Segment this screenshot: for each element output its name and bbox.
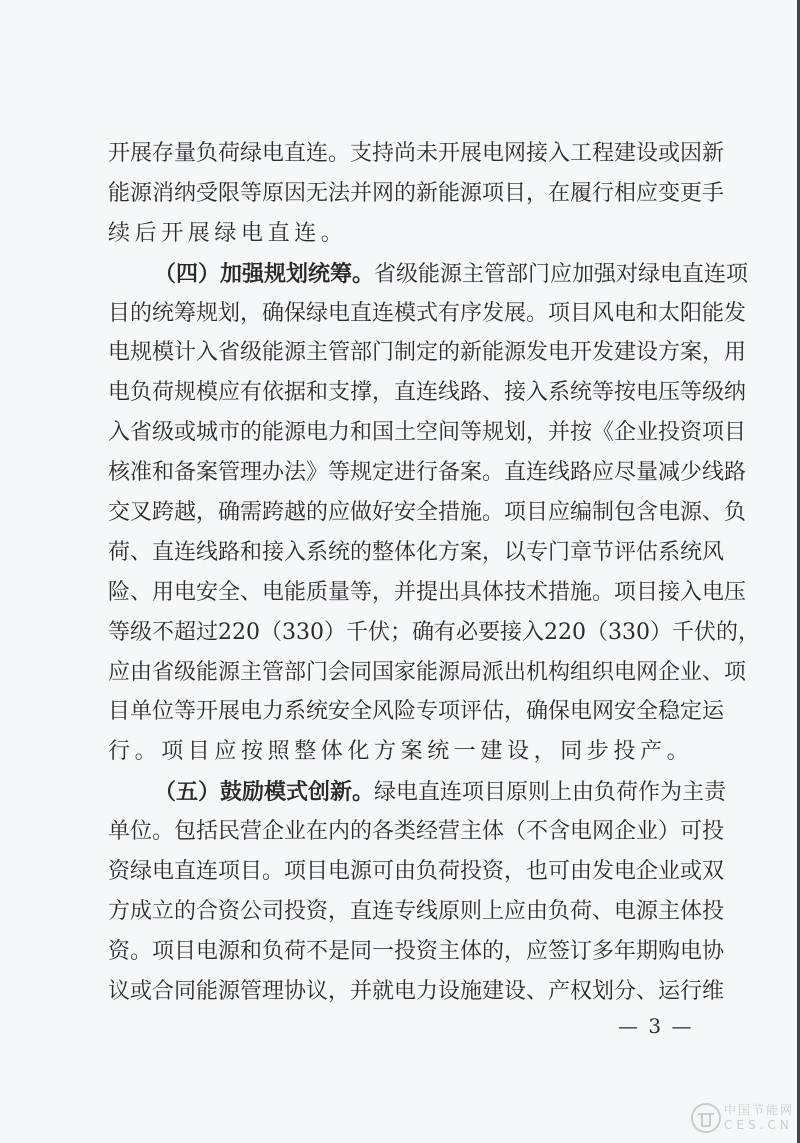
text-line: 荷、直连线路和接入系统的整体化方案，以专门章节评估系统风 bbox=[108, 539, 725, 565]
text-line: 应由省级能源主管部门会同国家能源局派出机构组织电网企业、项 bbox=[108, 659, 747, 685]
ces-logo-icon bbox=[690, 1102, 722, 1134]
text-line: 资。项目电源和负荷不是同一投资主体的，应签订多年期购电协 bbox=[108, 938, 725, 964]
section-heading-line bbox=[108, 254, 749, 294]
section-heading: （四）加强规划统筹。 bbox=[154, 260, 375, 287]
section-heading-line bbox=[108, 772, 727, 812]
text-line: 入省级或城市的能源电力和国土空间等规划，并按《企业投资项目 bbox=[108, 420, 747, 446]
text-line: 目单位等开展电力系统安全风险专项评估，确保电网安全稳定运 bbox=[108, 699, 725, 725]
section-heading: （五）鼓励模式创新。 bbox=[154, 779, 375, 806]
watermark-logo bbox=[690, 1098, 800, 1138]
text-line: 电负荷规模应有依据和支撑，直连线路、接入系统等按电压等级纳 bbox=[108, 380, 747, 406]
watermark-en: CES.CN bbox=[724, 1118, 793, 1132]
document-body bbox=[108, 134, 760, 1012]
watermark-cn: 中国节能网 bbox=[724, 1103, 795, 1117]
text-line: 交叉跨越，确需跨越的应做好安全措施。项目应编制包含电源、负 bbox=[108, 500, 747, 526]
text-line: 核准和备案管理办法》等规定进行备案。直连线路应尽量减少线路 bbox=[108, 460, 747, 486]
text-line: 方成立的合资公司投资，直连专线原则上应由负荷、电源主体投 bbox=[108, 898, 725, 924]
text-line: 能源消纳受限等原因无法并网的新能源项目，在履行相应变更手 bbox=[108, 180, 725, 206]
text-line: 电规模计入省级能源主管部门制定的新能源发电开发建设方案，用 bbox=[108, 340, 747, 366]
text-line: 等级不超过220（330）千伏；确有必要接入220（330）千伏的， bbox=[108, 619, 760, 645]
text-line: 议或合同能源管理协议，并就电力设施建设、产权划分、运行维 bbox=[108, 978, 725, 1004]
page-number: — 3 — bbox=[618, 1014, 694, 1038]
text-line: 险、用电安全、电能质量等，并提出具体技术措施。项目接入电压 bbox=[108, 579, 747, 605]
text-line: 行。项目应按照整体化方案统一建设，同步投产。 bbox=[108, 739, 694, 765]
text-span: 绿电直连项目原则上由负荷作为主责 bbox=[374, 780, 727, 806]
text-line: 目的统筹规划，确保绿电直连模式有序发展。项目风电和太阳能发 bbox=[108, 300, 747, 326]
text-line: 续后开展绿电直连。 bbox=[108, 220, 348, 246]
text-line: 资绿电直连项目。项目电源可由负荷投资，也可由发电企业或双 bbox=[108, 859, 725, 885]
text-span: 省级能源主管部门应加强对绿电直连项 bbox=[374, 261, 749, 287]
text-line: 开展存量负荷绿电直连。支持尚未开展电网接入工程建设或因新 bbox=[108, 141, 725, 166]
text-line: 单位。包括民营企业在内的各类经营主体（不含电网企业）可投 bbox=[108, 819, 725, 845]
